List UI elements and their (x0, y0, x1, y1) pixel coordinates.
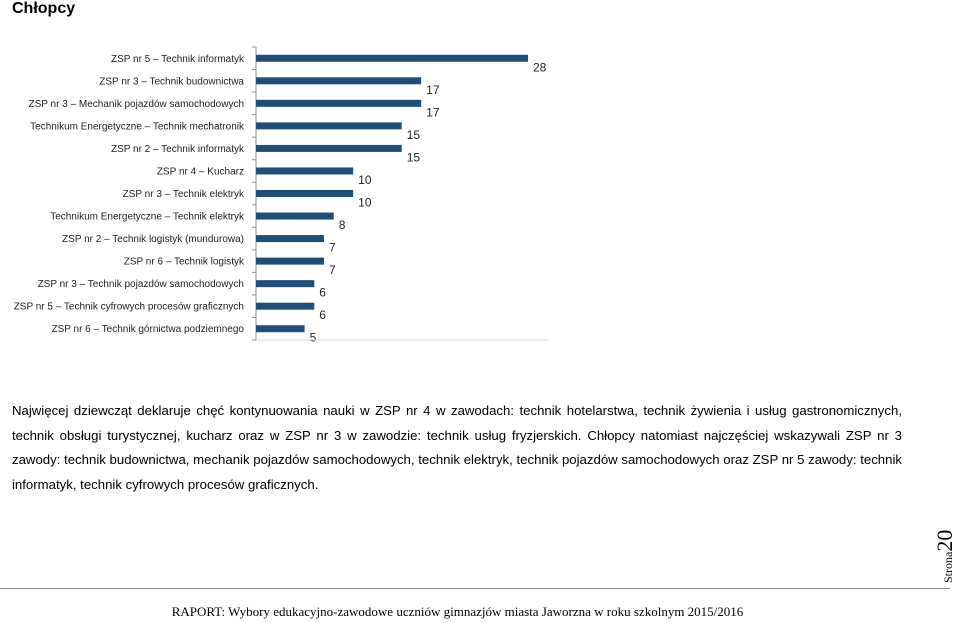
category-label: ZSP nr 2 – Technik logistyk (mundurowa) (62, 234, 244, 246)
category-label: ZSP nr 2 – Technik informatyk (110, 143, 244, 155)
bar (256, 280, 314, 287)
bar (256, 122, 402, 129)
value-label: 17 (426, 105, 440, 120)
page-number-label (930, 500, 960, 583)
category-label: ZSP nr 3 – Mechanik pojazdów samochodowych (28, 98, 244, 110)
value-label: 6 (319, 308, 326, 323)
page-word: Strona (941, 551, 955, 583)
bar (256, 325, 305, 332)
value-label: 15 (406, 127, 421, 142)
category-label: ZSP nr 5 – Technik informatyk (110, 53, 244, 65)
value-label: 10 (358, 172, 372, 187)
value-label: 28 (533, 60, 547, 75)
bar (256, 303, 314, 310)
value-label: 15 (406, 150, 421, 165)
footer-divider (0, 588, 950, 589)
category-label: ZSP nr 4 – Kucharz (156, 166, 244, 178)
category-label: ZSP nr 3 – Technik elektryk (122, 189, 244, 200)
bar (256, 213, 334, 220)
category-label: ZSP nr 6 – Technik górnictwa podziemnego (51, 324, 244, 336)
bar (256, 258, 324, 265)
category-label: ZSP nr 3 – Technik pojazdów samochodowych (37, 279, 244, 291)
bar (256, 235, 324, 242)
category-label: Technikum Energetyczne – Technik elektryk (50, 211, 244, 223)
value-label: 10 (358, 195, 372, 210)
value-label: 7 (329, 263, 336, 278)
bar (256, 100, 421, 107)
value-label: 5 (309, 330, 317, 345)
bar (256, 190, 353, 197)
value-label: 6 (319, 285, 326, 300)
report-footer: RAPORT: Wybory edukacyjno-zawodowe uczniów gimnazjów miasta Jaworzna w roku szkolnym 2015/2016 (171, 604, 744, 619)
chart-heading: Chłopcy (12, 0, 76, 17)
bar (256, 77, 421, 84)
bar (256, 55, 528, 62)
category-label: Technikum Energetyczne – Technik mechatronik (30, 121, 244, 133)
value-label: 17 (426, 82, 440, 97)
value-label: 7 (329, 240, 336, 255)
page-number: 20 (932, 529, 957, 552)
category-label: ZSP nr 6 – Technik logistyk (123, 256, 244, 268)
value-label: 8 (338, 218, 346, 233)
bar (256, 145, 402, 152)
category-label: ZSP nr 3 – Technik budownictwa (99, 76, 244, 88)
bar-chart (0, 40, 560, 345)
bar (256, 167, 353, 174)
body-paragraph: Najwięcej dziewcząt deklaruje chęć kontynuowania nauki w ZSP nr 4 w zawodach: technik hotelarstwa, technik żywienia i usług gastronomicznych, technik obsługi turystycznej, kucharz oraz w ZSP nr 3 w zawodzie: technik usług fryzjerskich. Chłopcy natomiast najczęściej wskazywali ZSP nr 3 zawody: technik budownictwa, mechanik pojazdów samochodowych, technik elektryk, technik pojazdów samochodowych oraz ZSP nr 5 zawody: technik informatyk, technik cyfrowych procesów graficznych. (12, 403, 902, 492)
category-label: ZSP nr 5 – Technik cyfrowych procesów graficznych (13, 301, 244, 313)
